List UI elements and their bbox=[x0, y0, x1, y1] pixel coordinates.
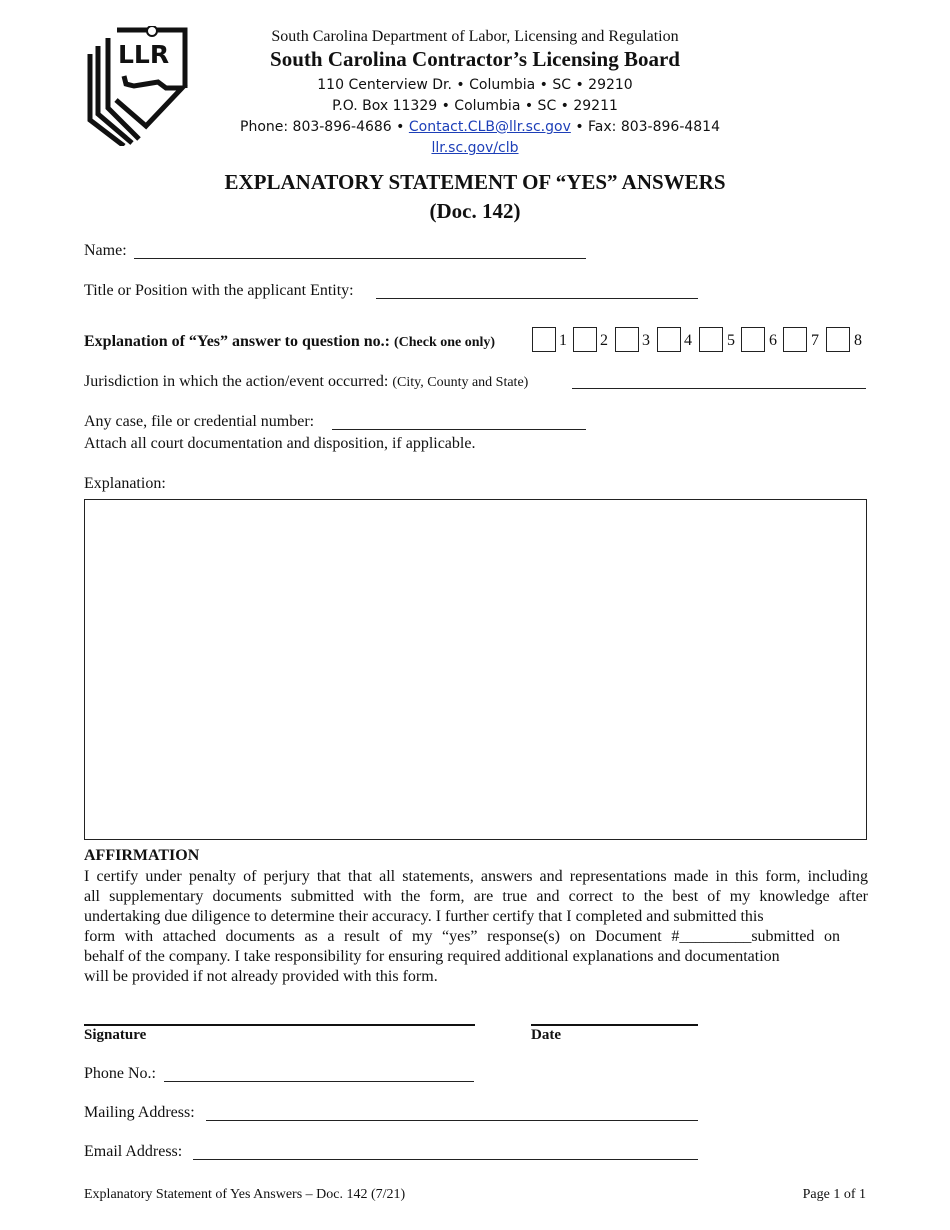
address-line-2: P.O. Box 11329 • Columbia • SC • 29211 bbox=[332, 98, 618, 114]
affirmation-line-3: undertaking due diligence to determine their accuracy. I further certify that I completed and submitted this bbox=[84, 908, 764, 925]
affirmation-line-6: will be provided if not already provided with this form. bbox=[84, 968, 438, 985]
question-number-2: 2 bbox=[600, 332, 608, 349]
question-checkbox-2[interactable] bbox=[573, 327, 597, 352]
question-number-3: 3 bbox=[642, 332, 650, 349]
case-number-label: Any case, file or credential number: bbox=[84, 413, 315, 430]
question-checkbox-4[interactable] bbox=[657, 327, 681, 352]
date-line[interactable] bbox=[531, 1024, 698, 1026]
question-checkbox-1[interactable] bbox=[532, 327, 556, 352]
affirmation-line-5: behalf of the company. I take responsibility for ensuring required additional explanations and documentation bbox=[84, 948, 780, 965]
llr-logo bbox=[86, 26, 190, 146]
email-link[interactable]: Contact.CLB@llr.sc.gov bbox=[408, 119, 571, 135]
mailing-address-input[interactable] bbox=[206, 1120, 698, 1121]
affirmation-line-2: all supplementary documents submitted with the form, are true and correct to the best of my knowledge after bbox=[84, 888, 868, 905]
title-position-input[interactable] bbox=[376, 298, 698, 299]
footer-doc-info: Explanatory Statement of Yes Answers – Doc. 142 (7/21) bbox=[84, 1187, 406, 1202]
affirmation-line-4: form with attached documents as a result of my “yes” response(s) on Document #_________submitted on bbox=[84, 928, 840, 945]
department-name: South Carolina Department of Labor, Licensing and Regulation bbox=[271, 28, 679, 45]
affirmation-heading: AFFIRMATION bbox=[84, 847, 200, 864]
question-number-7: 7 bbox=[811, 332, 819, 349]
name-label: Name: bbox=[84, 242, 127, 259]
website-link[interactable]: llr.sc.gov/clb bbox=[431, 140, 519, 156]
contact-line bbox=[240, 119, 720, 135]
title-position-label: Title or Position with the applicant Entity: bbox=[84, 282, 354, 299]
explanation-label: Explanation: bbox=[84, 475, 166, 492]
question-label-text: Explanation of “Yes” answer to question no.: bbox=[84, 333, 390, 350]
question-number-8: 8 bbox=[854, 332, 862, 349]
email-address-input[interactable] bbox=[193, 1159, 698, 1160]
name-input[interactable] bbox=[134, 258, 586, 259]
signature-label: Signature bbox=[84, 1027, 147, 1043]
footer-page-number: Page 1 of 1 bbox=[802, 1187, 866, 1202]
affirmation-text bbox=[84, 867, 868, 987]
question-number-5: 5 bbox=[727, 332, 735, 349]
jurisdiction-label-text: Jurisdiction in which the action/event occurred: bbox=[84, 373, 389, 390]
question-checkbox-6[interactable] bbox=[741, 327, 765, 352]
phone-label: Phone No.: bbox=[84, 1065, 156, 1082]
fax-text: • Fax: 803-896-4814 bbox=[575, 119, 720, 135]
question-checkbox-3[interactable] bbox=[615, 327, 639, 352]
explanation-textarea[interactable] bbox=[84, 499, 867, 840]
website-line bbox=[240, 140, 710, 156]
question-number-6: 6 bbox=[769, 332, 777, 349]
question-checkbox-5[interactable] bbox=[699, 327, 723, 352]
check-one-hint: (Check one only) bbox=[393, 335, 496, 350]
logo-text: LLR bbox=[118, 40, 170, 69]
address-line-1: 110 Centerview Dr. • Columbia • SC • 29210 bbox=[317, 77, 633, 93]
question-number-1: 1 bbox=[559, 332, 567, 349]
jurisdiction-hint: (City, County and State) bbox=[392, 375, 529, 390]
case-number-input[interactable] bbox=[332, 429, 586, 430]
attach-note: Attach all court documentation and disposition, if applicable. bbox=[84, 435, 476, 452]
question-number-4: 4 bbox=[684, 332, 692, 349]
phone-input[interactable] bbox=[164, 1081, 474, 1082]
date-label: Date bbox=[531, 1027, 561, 1043]
signature-line[interactable] bbox=[84, 1024, 475, 1026]
mailing-address-label: Mailing Address: bbox=[84, 1104, 195, 1121]
question-label bbox=[84, 333, 495, 351]
jurisdiction-input[interactable] bbox=[572, 388, 866, 389]
question-checkbox-7[interactable] bbox=[783, 327, 807, 352]
doc-number: (Doc. 142) bbox=[429, 199, 521, 223]
affirmation-line-1: I certify under penalty of perjury that that all statements, answers and representations made in this form, including bbox=[84, 868, 868, 885]
phone-text: Phone: 803-896-4686 • bbox=[240, 119, 405, 135]
email-address-label: Email Address: bbox=[84, 1143, 183, 1160]
form-title: EXPLANATORY STATEMENT OF “YES” ANSWERS bbox=[224, 170, 726, 194]
jurisdiction-label bbox=[84, 373, 528, 391]
question-checkbox-8[interactable] bbox=[826, 327, 850, 352]
board-name: South Carolina Contractor’s Licensing Board bbox=[270, 47, 680, 71]
